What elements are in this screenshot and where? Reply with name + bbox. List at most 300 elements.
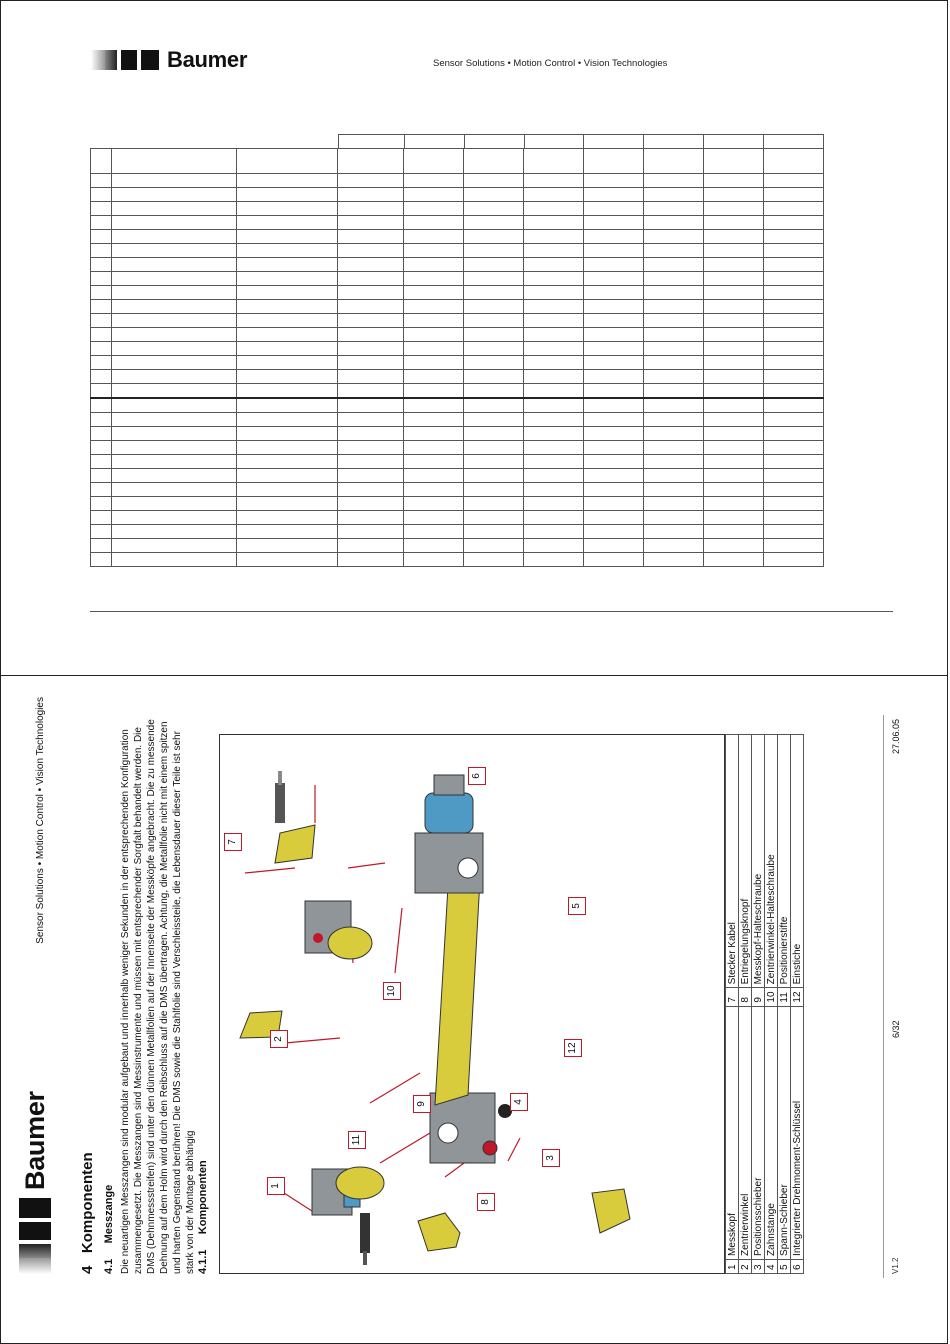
table-cell: [337, 328, 403, 342]
table-cell: [91, 384, 112, 399]
table-cell: [523, 258, 583, 272]
table-cell: [463, 497, 523, 511]
table-cell: [763, 497, 823, 511]
table-cell: [337, 539, 403, 553]
table-cell: [91, 342, 112, 356]
callout-7: 7: [224, 833, 242, 851]
table-cell: [643, 258, 703, 272]
table-cell: [583, 497, 643, 511]
table-cell: [403, 553, 463, 567]
table-cell: [703, 202, 763, 216]
table-cell: [236, 370, 337, 384]
table-cell: [703, 216, 763, 230]
table-cell: [523, 328, 583, 342]
table-cell: [523, 511, 583, 525]
table-cell: [763, 384, 823, 399]
table-cell: [583, 441, 643, 455]
table-cell: [643, 230, 703, 244]
table-cell: [703, 413, 763, 427]
table-cell: [236, 356, 337, 370]
legend-row: [739, 735, 752, 1274]
table-cell: [403, 497, 463, 511]
table-cell: [337, 356, 403, 370]
callout-3: 3: [542, 1149, 560, 1167]
chapter-number: 4: [79, 1265, 96, 1274]
table-cell: [583, 384, 643, 399]
legend-number: 11: [778, 988, 791, 1006]
table-cell: [583, 272, 643, 286]
table-cell: [111, 413, 236, 427]
table-cell: [337, 272, 403, 286]
table-cell: [643, 342, 703, 356]
table-cell: [703, 149, 763, 174]
table-cell: [463, 272, 523, 286]
table-cell: [236, 149, 337, 174]
legend-number: 4: [765, 1259, 778, 1273]
manual-page: [0, 675, 948, 1344]
table-cell: [111, 356, 236, 370]
table-cell: [337, 286, 403, 300]
callout-1: 1: [267, 1177, 285, 1195]
table-cell: [763, 286, 823, 300]
table-cell: [523, 174, 583, 188]
table-row: [91, 188, 824, 202]
table-cell: [337, 427, 403, 441]
table-cell: [643, 188, 703, 202]
table-cell: [111, 553, 236, 567]
table-cell: [403, 272, 463, 286]
table-cell: [236, 469, 337, 483]
table-cell: [337, 511, 403, 525]
table-row: [91, 314, 824, 328]
table-cell: [523, 188, 583, 202]
table-cell: [403, 174, 463, 188]
spann-schieber-part: [415, 833, 483, 893]
table-cell: [763, 188, 823, 202]
table-cell: [703, 342, 763, 356]
table-cell: [236, 258, 337, 272]
table-cell: [337, 342, 403, 356]
table-cell: [763, 427, 823, 441]
table-cell: [236, 553, 337, 567]
baumer-logo: [19, 1091, 51, 1274]
chapter-heading: [79, 1152, 96, 1274]
table-cell: [111, 455, 236, 469]
table-cell: [643, 413, 703, 427]
legend-label: Messkopf: [726, 1006, 739, 1259]
table-cell: [643, 244, 703, 258]
table-cell: [236, 427, 337, 441]
table-cell: [403, 455, 463, 469]
table-cell: [91, 427, 112, 441]
table-cell: [403, 356, 463, 370]
table-row: [91, 286, 824, 300]
tagline: Sensor Solutions • Motion Control • Vision Technologies: [433, 58, 668, 69]
table-cell: [337, 174, 403, 188]
table-cell: [703, 539, 763, 553]
table-cell: [643, 427, 703, 441]
table-row: [91, 216, 824, 230]
table-cell: [583, 398, 643, 413]
legend-label: Zahnstange: [765, 1006, 778, 1259]
table-row: [91, 356, 824, 370]
table-cell: [703, 258, 763, 272]
legend-number: 6: [791, 1259, 804, 1273]
legend-row: [752, 735, 765, 1274]
table-cell: [403, 258, 463, 272]
table-cell: [236, 328, 337, 342]
table-cell: [236, 174, 337, 188]
table-cell: [236, 272, 337, 286]
table-cell: [111, 272, 236, 286]
callout-8: 8: [477, 1193, 495, 1211]
table-cell: [111, 188, 236, 202]
table-cell: [643, 441, 703, 455]
table-cell: [337, 455, 403, 469]
table-cell: [236, 497, 337, 511]
table-cell: [91, 328, 112, 342]
section-number: 4.1: [103, 1258, 115, 1274]
table-cell: [403, 342, 463, 356]
table-cell: [111, 497, 236, 511]
table-cell: [523, 300, 583, 314]
table-cell: [763, 272, 823, 286]
table-row: [91, 244, 824, 258]
legend-number: 8: [739, 988, 752, 1006]
table-row: [91, 384, 824, 399]
footer-rule: [90, 611, 893, 612]
table-cell: [111, 328, 236, 342]
table-cell: [643, 525, 703, 539]
table-cell: [643, 174, 703, 188]
table-cell: [583, 427, 643, 441]
table-cell: [703, 230, 763, 244]
baumer-logo-mark-icon: [19, 1198, 51, 1274]
table-cell: [523, 230, 583, 244]
table-cell: [111, 202, 236, 216]
table-cell: [91, 230, 112, 244]
table-row: [91, 511, 824, 525]
table-cell: [763, 483, 823, 497]
table-cell: [763, 356, 823, 370]
table-row: [91, 230, 824, 244]
table-cell: [337, 370, 403, 384]
legend-label: Positionierstifte: [778, 735, 791, 988]
table-cell: [337, 300, 403, 314]
table-cell: [463, 328, 523, 342]
table-cell: [91, 300, 112, 314]
table-row: [91, 455, 824, 469]
table-cell: [403, 469, 463, 483]
table-cell: [643, 511, 703, 525]
table-cell: [583, 342, 643, 356]
table-cell: [236, 384, 337, 399]
legend-number: 7: [726, 988, 739, 1006]
table-row: [91, 272, 824, 286]
table-cell: [403, 413, 463, 427]
table-cell: [337, 497, 403, 511]
exploded-view-figure: [219, 734, 725, 1274]
table-cell: [111, 314, 236, 328]
table-cell: [583, 286, 643, 300]
table-row: [91, 149, 824, 174]
legend-number: 2: [739, 1259, 752, 1273]
table-cell: [463, 202, 523, 216]
table-cell: [763, 258, 823, 272]
table-cell: [703, 328, 763, 342]
table-cell: [703, 427, 763, 441]
table-cell: [403, 230, 463, 244]
version-label: V1.2: [891, 1257, 900, 1274]
table-cell: [463, 174, 523, 188]
table-cell: [91, 511, 112, 525]
table-cell: [643, 202, 703, 216]
table-cell: [763, 202, 823, 216]
section-heading: [103, 1185, 115, 1274]
table-cell: [463, 244, 523, 258]
table-cell: [236, 511, 337, 525]
table-cell: [523, 286, 583, 300]
legend-number: 10: [765, 988, 778, 1006]
table-cell: [463, 553, 523, 567]
table-cell: [111, 539, 236, 553]
table-cell: [703, 188, 763, 202]
table-cell: [91, 356, 112, 370]
table-cell: [643, 455, 703, 469]
table-cell: [463, 384, 523, 399]
table-cell: [236, 216, 337, 230]
legend-label: Stecker Kabel: [726, 735, 739, 988]
table-cell: [337, 469, 403, 483]
table-cell: [583, 539, 643, 553]
section-title: Messzange: [103, 1184, 115, 1244]
table-cell: [463, 149, 523, 174]
table-cell: [403, 511, 463, 525]
table-cell: [403, 286, 463, 300]
table-cell: [463, 427, 523, 441]
table-row: [91, 413, 824, 427]
table-cell: [111, 342, 236, 356]
legend-number: 1: [726, 1259, 739, 1273]
rotated-page-content: [1, 675, 945, 1308]
table-cell: [337, 216, 403, 230]
callout-10: 10: [383, 982, 401, 1000]
table-cell: [523, 455, 583, 469]
table-cell: [337, 441, 403, 455]
table-row: [91, 469, 824, 483]
table-cell: [703, 483, 763, 497]
table-cell: [403, 244, 463, 258]
table-cell: [763, 469, 823, 483]
table-cell: [763, 455, 823, 469]
table-cell: [111, 300, 236, 314]
table-cell: [643, 149, 703, 174]
callout-11: 11: [348, 1131, 366, 1149]
table-cell: [91, 244, 112, 258]
table-cell: [111, 370, 236, 384]
legend-row: [778, 735, 791, 1274]
table-cell: [583, 511, 643, 525]
table-cell: [111, 149, 236, 174]
table-cell: [763, 342, 823, 356]
table-cell: [337, 314, 403, 328]
table-cell: [463, 230, 523, 244]
table-cell: [523, 314, 583, 328]
brand-name: Baumer: [19, 1091, 50, 1190]
table-cell: [583, 483, 643, 497]
table-cell: [463, 258, 523, 272]
table-cell: [463, 525, 523, 539]
table-cell: [523, 370, 583, 384]
table-cell: [523, 384, 583, 399]
legend-row: [791, 735, 804, 1274]
table-cell: [463, 455, 523, 469]
table-cell: [91, 149, 112, 174]
table-cell: [91, 258, 112, 272]
table-cell: [111, 441, 236, 455]
table-cell: [403, 398, 463, 413]
table-cell: [523, 497, 583, 511]
table-row: [91, 328, 824, 342]
table-cell: [111, 244, 236, 258]
table-cell: [91, 398, 112, 413]
table-cell: [91, 441, 112, 455]
baumer-logo-mark-icon: [91, 50, 159, 70]
stecker-part: [360, 1213, 370, 1265]
table-cell: [763, 511, 823, 525]
table-cell: [523, 398, 583, 413]
table-cell: [523, 413, 583, 427]
table-cell: [236, 455, 337, 469]
table-cell: [643, 272, 703, 286]
table-cell: [523, 539, 583, 553]
table-row: [91, 539, 824, 553]
table-cell: [523, 441, 583, 455]
table-cell: [91, 539, 112, 553]
legend-label: Zentrierwinkel: [739, 1006, 752, 1259]
table-cell: [403, 539, 463, 553]
table-cell: [583, 413, 643, 427]
legend-label: Integrierter Drehmoment-Schlüssel: [791, 1006, 804, 1259]
table-cell: [403, 483, 463, 497]
table-cell: [236, 244, 337, 258]
messkopf-part: [305, 901, 372, 959]
table-cell: [583, 149, 643, 174]
table-cell: [643, 539, 703, 553]
table-row: [91, 370, 824, 384]
table-cell: [763, 230, 823, 244]
table-cell: [763, 300, 823, 314]
messkopf-part: [312, 1167, 384, 1215]
table-cell: [523, 216, 583, 230]
table-cell: [583, 553, 643, 567]
table-cell: [236, 314, 337, 328]
drehmoment-schluessel-part: [425, 775, 473, 833]
table-cell: [337, 413, 403, 427]
table-cell: [91, 174, 112, 188]
table-row: [91, 497, 824, 511]
callout-12: 12: [564, 1039, 582, 1057]
table-cell: [111, 384, 236, 399]
table-cell: [523, 202, 583, 216]
table-row: [91, 553, 824, 567]
table-row: [91, 174, 824, 188]
table-cell: [643, 314, 703, 328]
table-cell: [236, 286, 337, 300]
brand-name: Baumer: [167, 47, 248, 72]
table-cell: [236, 539, 337, 553]
table-cell: [236, 413, 337, 427]
table-cell: [463, 398, 523, 413]
table-cell: [337, 149, 403, 174]
table-cell: [403, 384, 463, 399]
table-cell: [643, 398, 703, 413]
table-cell: [523, 427, 583, 441]
callout-9: 9: [413, 1095, 431, 1113]
table-cell: [337, 244, 403, 258]
table-cell: [763, 314, 823, 328]
table-cell: [523, 272, 583, 286]
table-cell: [703, 300, 763, 314]
table-cell: [463, 469, 523, 483]
table-cell: [583, 230, 643, 244]
table-cell: [523, 356, 583, 370]
table-cell: [403, 525, 463, 539]
form-table: [90, 148, 824, 567]
table-cell: [583, 258, 643, 272]
table-cell: [111, 483, 236, 497]
table-cell: [463, 188, 523, 202]
table-cell: [583, 525, 643, 539]
parts-legend-table: [725, 734, 804, 1274]
table-cell: [763, 413, 823, 427]
table-cell: [91, 286, 112, 300]
intro-paragraph: Die neuartigen Messzangen sind modular aufgebaut und innerhalb weniger Sekunden in der entsprechenden Konfiguration zusammengesetzt. Die Messzangen sind Messinstrumente und müssen mit entsprechender Sorgfalt behandelt werden. Die DMS (Dehnmessstreifen) sind unter den dünnen Metallfolien auf der Innenseite der Messköpfe angebracht. Die zu messende Dehnung auf dem Holm wird durch den Reibschluss auf die DMS übertragen. Achtung, die Metallfolie nicht mit einem spitzen und harten Gegenstand berühren! Die DMS sowie die Stahlfolie sind Verschleissteile, die Lebensdauer dieser Teile ist sehr stark von der Montage abhängig: [120, 719, 196, 1274]
callout-5: 5: [568, 897, 586, 915]
table-cell: [91, 314, 112, 328]
table-cell: [403, 216, 463, 230]
table-cell: [91, 497, 112, 511]
table-cell: [403, 427, 463, 441]
table-cell: [91, 216, 112, 230]
table-cell: [236, 441, 337, 455]
table-cell: [643, 553, 703, 567]
table-cell: [403, 328, 463, 342]
table-cell: [643, 469, 703, 483]
table-cell: [703, 356, 763, 370]
table-cell: [583, 328, 643, 342]
table-cell: [583, 455, 643, 469]
table-cell: [111, 286, 236, 300]
table-cell: [643, 328, 703, 342]
table-cell: [111, 258, 236, 272]
table-cell: [403, 188, 463, 202]
table-cell: [763, 149, 823, 174]
table-cell: [763, 539, 823, 553]
table-cell: [403, 314, 463, 328]
table-cell: [236, 525, 337, 539]
table-cell: [583, 202, 643, 216]
table-cell: [403, 202, 463, 216]
table-row: [91, 342, 824, 356]
table-cell: [703, 511, 763, 525]
table-cell: [703, 398, 763, 413]
baumer-logo: [91, 47, 247, 73]
table-cell: [91, 469, 112, 483]
table-cell: [337, 398, 403, 413]
tagline: Sensor Solutions • Motion Control • Vision Technologies: [35, 697, 46, 944]
table-cell: [337, 525, 403, 539]
